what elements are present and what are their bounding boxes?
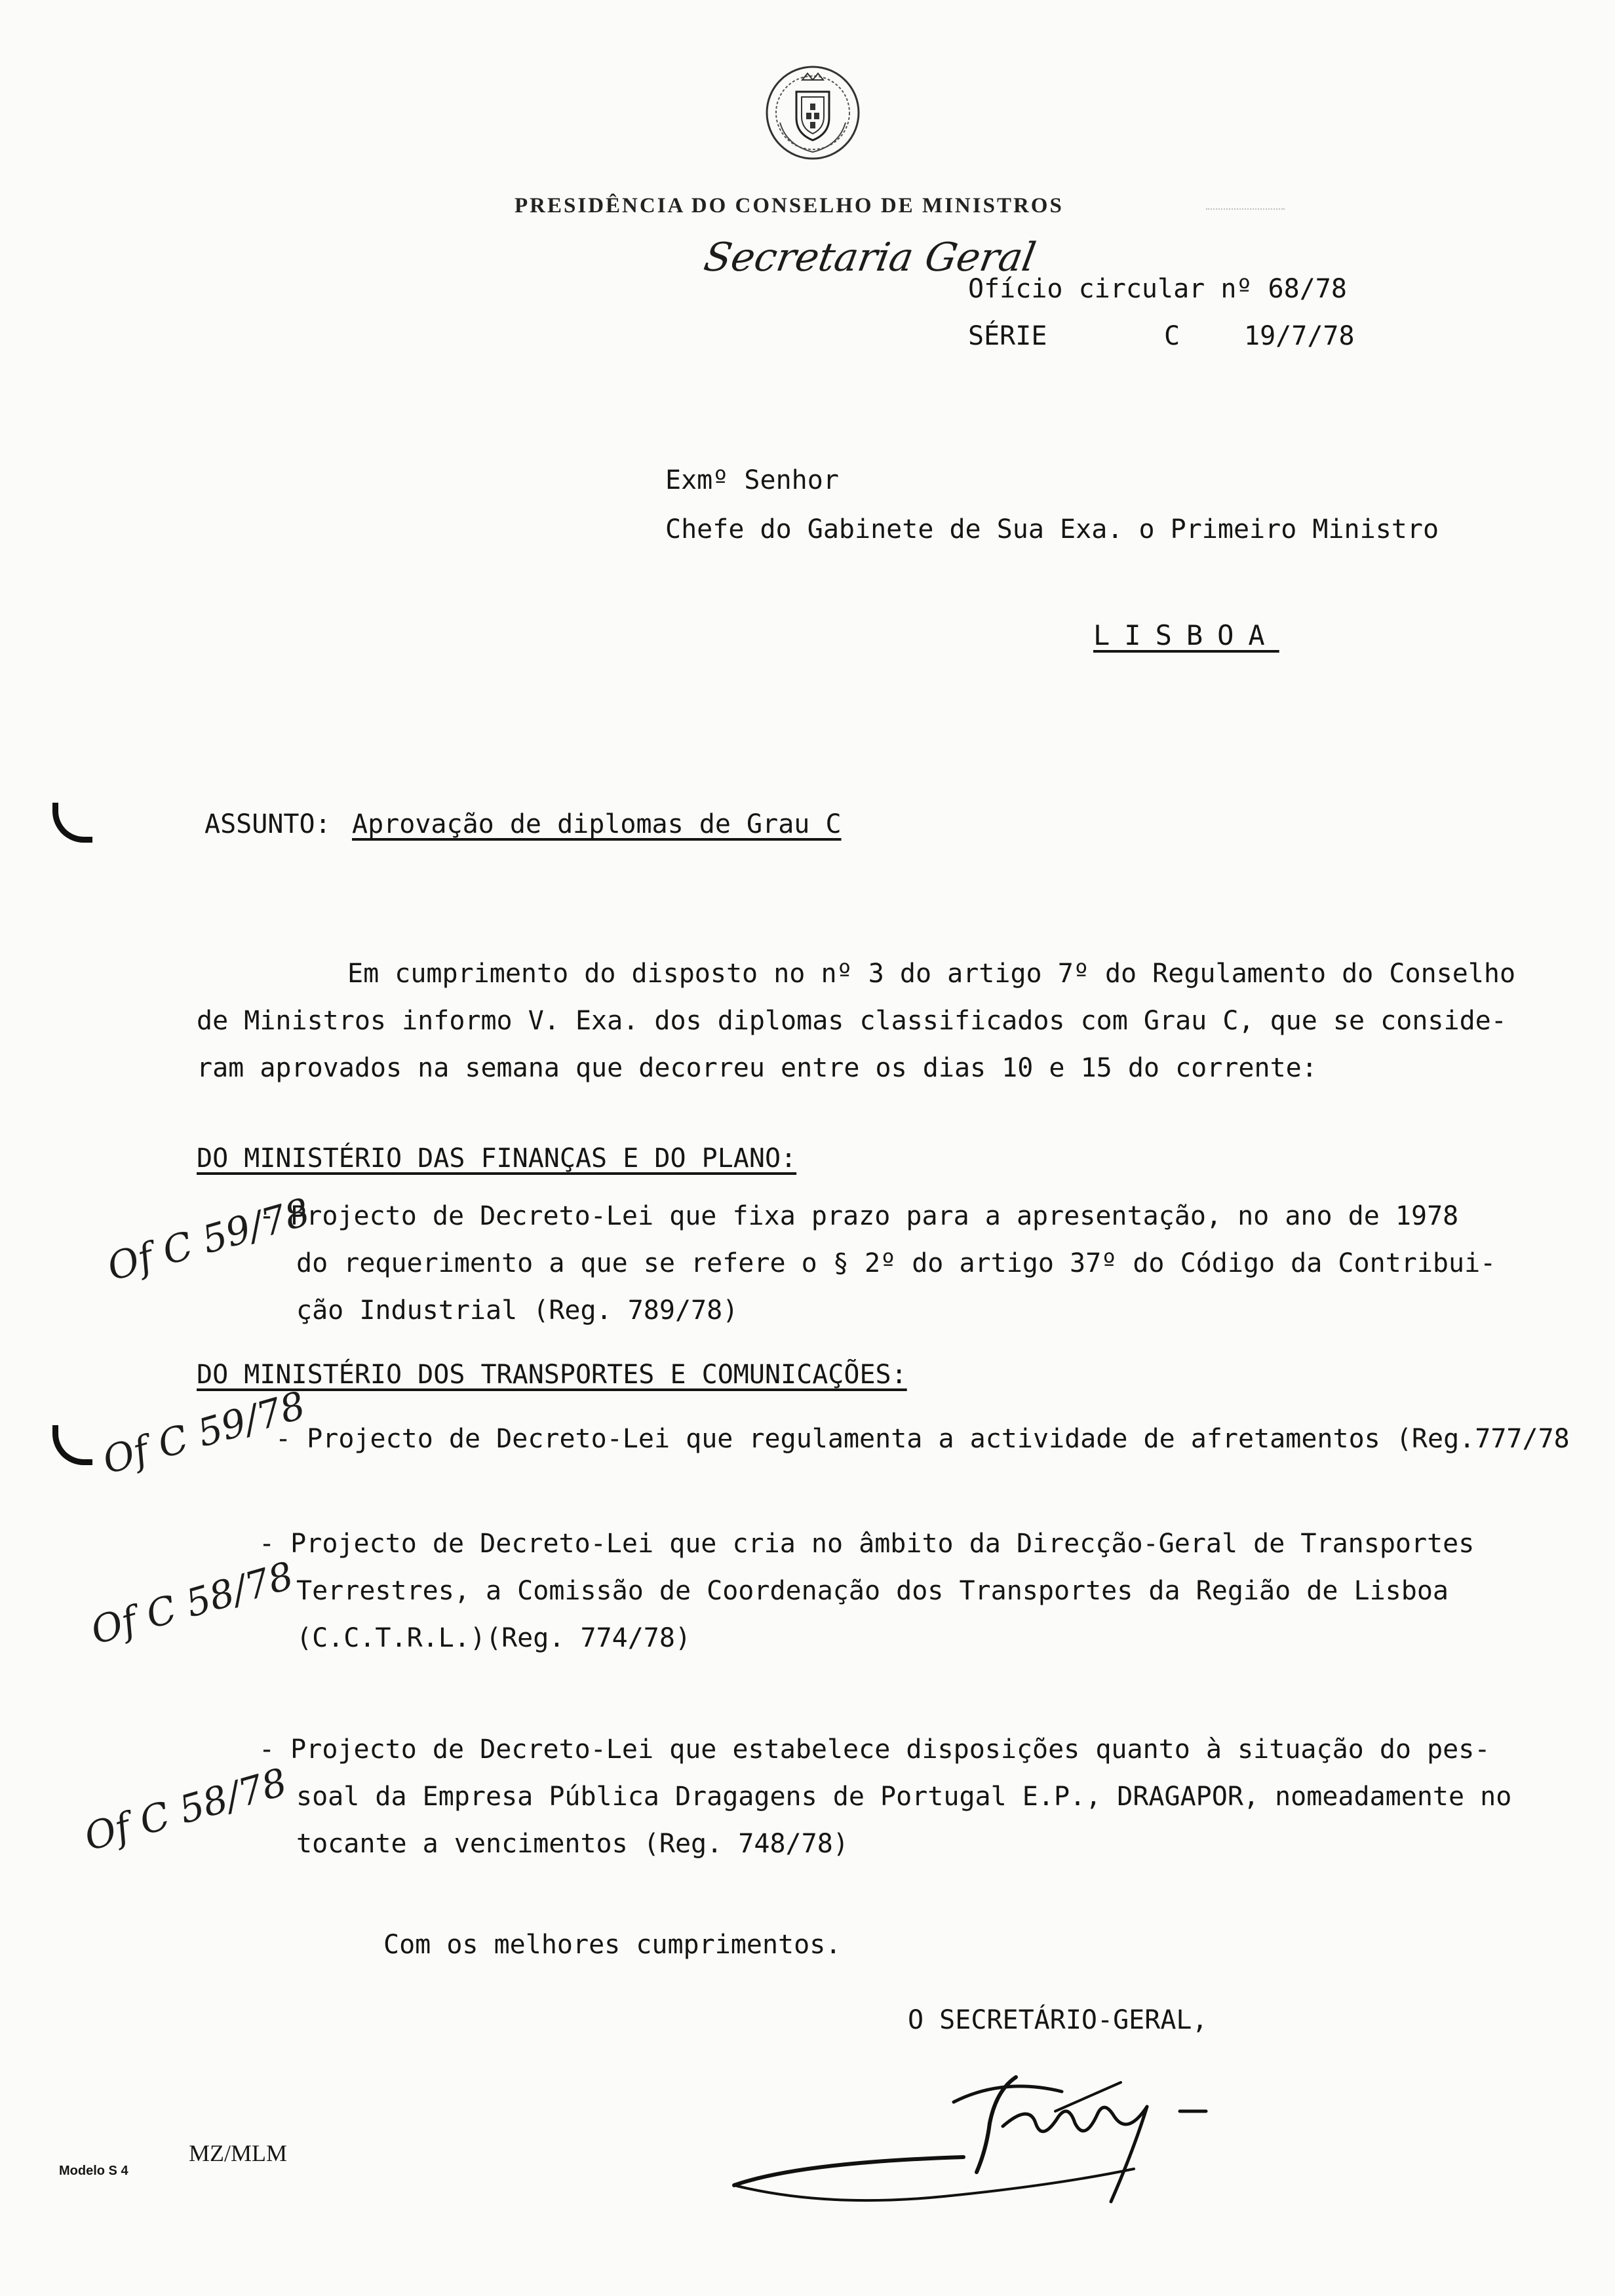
item-line: tocante a vencimentos (Reg. 748/78)	[296, 1829, 849, 1859]
item-line: - Projecto de Decreto-Lei que fixa prazo para a apresentação, no ano de 1978	[259, 1201, 1459, 1231]
subject-label: ASSUNTO:	[204, 809, 331, 839]
handwritten-note: Of C 59/78	[98, 1383, 311, 1483]
circular-reference: Ofício circular nº 68/78	[968, 274, 1347, 304]
ministry-header: PRESIDÊNCIA DO CONSELHO DE MINISTROS	[515, 194, 1064, 218]
header-divider	[1206, 208, 1285, 210]
item-line: soal da Empresa Pública Dragagens de Portugal E.P., DRAGAPOR, nomeadamente no	[296, 1782, 1512, 1812]
body-line: ram aprovados na semana que decorreu entre os dias 10 e 15 do corrente:	[197, 1053, 1317, 1083]
item-line: - Projecto de Decreto-Lei que regulamenta a actividade de afretamentos (Reg.777/78	[275, 1424, 1570, 1454]
subject-text: Aprovação de diplomas de Grau C	[352, 809, 842, 839]
typist-initials: MZ/MLM	[189, 2140, 288, 2166]
handwritten-note: Of C 58/78	[79, 1759, 292, 1860]
addressee-title: Chefe do Gabinete de Sua Exa. o Primeiro Ministro	[665, 514, 1439, 545]
signature-icon	[728, 2051, 1291, 2225]
addressee-salutation: Exmº Senhor	[665, 465, 839, 495]
item-line: - Projecto de Decreto-Lei que cria no âmbito da Direcção-Geral de Transportes	[259, 1529, 1475, 1559]
form-model-label: Modelo S 4	[59, 2164, 128, 2178]
addressee-city: LISBOA	[1093, 619, 1279, 651]
coat-of-arms-icon	[760, 60, 865, 168]
handwritten-note: Of C 59/78	[102, 1189, 315, 1290]
body-line: de Ministros informo V. Exa. dos diplomas classificados com Grau C, que se conside-	[197, 1006, 1507, 1036]
section-heading-transportes: DO MINISTÉRIO DOS TRANSPORTES E COMUNICAÇÕES:	[197, 1360, 907, 1390]
section-heading-financas: DO MINISTÉRIO DAS FINANÇAS E DO PLANO:	[197, 1143, 797, 1174]
margin-bracket-mark	[52, 803, 92, 843]
serie-value: C	[1164, 321, 1180, 351]
serie-label: SÉRIE	[968, 321, 1047, 351]
item-line: Terrestres, a Comissão de Coordenação dos Transportes da Região de Lisboa	[296, 1576, 1449, 1606]
item-line: ção Industrial (Reg. 789/78)	[296, 1295, 739, 1326]
handwritten-note: Of C 58/78	[86, 1553, 299, 1653]
margin-bracket-mark	[52, 1425, 92, 1465]
signatory-title: O SECRETÁRIO-GERAL,	[908, 2005, 1208, 2035]
document-date: 19/7/78	[1244, 321, 1355, 351]
closing-line: Com os melhores cumprimentos.	[383, 1930, 842, 1960]
item-line: - Projecto de Decreto-Lei que estabelece disposições quanto à situação do pes-	[259, 1734, 1490, 1765]
item-line: (C.C.T.R.L.)(Reg. 774/78)	[296, 1623, 691, 1653]
item-line: do requerimento a que se refere o § 2º do artigo 37º do Código da Contribui-	[296, 1248, 1496, 1278]
body-line: Em cumprimento do disposto no nº 3 do artigo 7º do Regulamento do Conselho	[347, 959, 1516, 989]
department-script: Secretaria Geral	[700, 235, 1040, 280]
